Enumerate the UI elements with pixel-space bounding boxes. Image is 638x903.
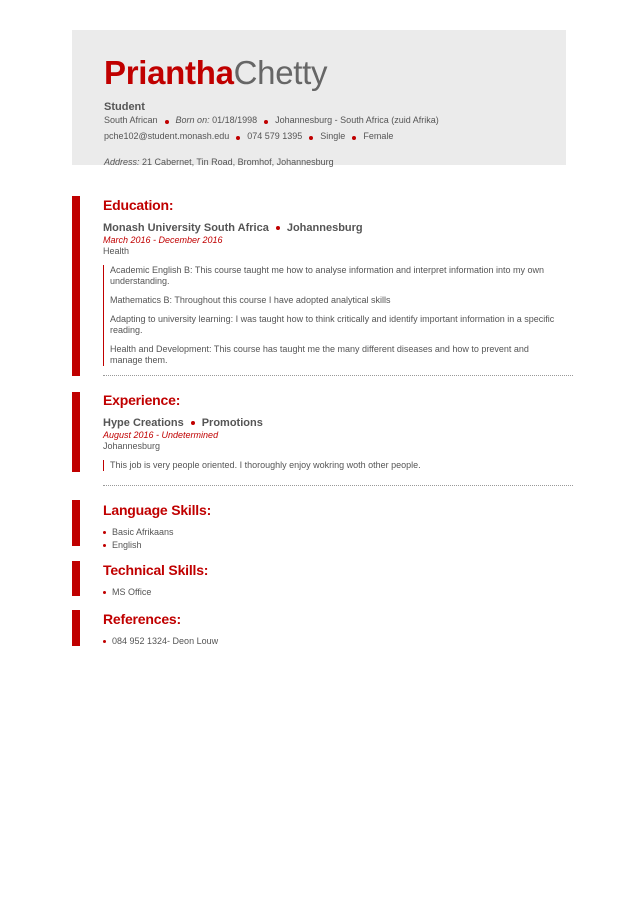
experience-place: Johannesburg [103, 441, 161, 451]
education-institution [103, 222, 573, 235]
language-heading: Language Skills: [103, 502, 212, 518]
email-address[interactable]: pche102@student.monash.edu [104, 131, 230, 141]
job-position: Promotions [201, 417, 263, 429]
bullet-icon [236, 136, 240, 140]
experience-description [103, 460, 573, 471]
technical-section [103, 562, 573, 599]
nationality: South African [104, 115, 158, 125]
address-line [104, 156, 534, 168]
personal-info-line [104, 114, 534, 126]
education-dates: March 2016 - December 2016 [103, 235, 223, 245]
list-item: English [103, 539, 573, 552]
course-item: Mathematics B: Throughout this course I have adopted analytical skills [110, 295, 391, 305]
contact-info-line [104, 130, 534, 142]
experience-dates: August 2016 - Undetermined [103, 430, 219, 440]
bullet-icon [309, 136, 313, 140]
marital-status: Single [320, 131, 346, 141]
technical-heading: Technical Skills: [103, 562, 209, 578]
last-name: Chetty [233, 54, 328, 91]
education-courses [103, 265, 573, 366]
list-item: MS Office [103, 586, 573, 599]
technical-accent-bar [72, 561, 80, 596]
first-name: Priantha [104, 54, 234, 91]
address-value: 21 Cabernet, Tin Road, Bromhof, Johannesburg [142, 157, 334, 167]
references-section [103, 611, 573, 648]
born-label: Born on: [175, 115, 210, 125]
language-accent-bar [72, 500, 80, 546]
references-accent-bar [72, 610, 80, 646]
experience-company [103, 417, 573, 430]
bullet-icon [276, 226, 280, 230]
list-item: Basic Afrikaans [103, 526, 573, 539]
experience-heading: Experience: [103, 392, 181, 408]
job-description: This job is very people oriented. I thoroughly enjoy wokring woth other people. [110, 460, 421, 470]
references-list [103, 635, 573, 648]
education-heading: Education: [103, 197, 174, 213]
course-item: Adapting to university learning: I was taught how to think critically and identify important information in a specific reading. [110, 314, 555, 335]
course-item: Academic English B: This course taught me how to analyse information and interpret information into my own understanding. [110, 265, 545, 286]
bullet-icon [191, 421, 195, 425]
language-section [103, 502, 573, 552]
language-list [103, 526, 573, 552]
address-label: Address: [104, 157, 140, 167]
resume-header [72, 30, 566, 165]
institution-city: Johannesburg [286, 222, 363, 234]
education-accent-bar [72, 196, 80, 376]
education-section [103, 197, 573, 366]
company-name: Hype Creations [103, 417, 184, 429]
bullet-icon [264, 120, 268, 124]
gender: Female [363, 131, 394, 141]
technical-list [103, 586, 573, 599]
location: Johannesburg - South Africa (zuid Afrika) [275, 115, 439, 125]
references-heading: References: [103, 611, 181, 627]
phone-number: 074 579 1395 [247, 131, 303, 141]
experience-accent-bar [72, 392, 80, 472]
institution-name: Monash University South Africa [103, 222, 269, 234]
birth-date: 01/18/1998 [212, 115, 258, 125]
list-item: 084 952 1324- Deon Louw [103, 635, 573, 648]
role-title: Student [104, 101, 145, 113]
section-divider [103, 485, 573, 486]
bullet-icon [165, 120, 169, 124]
experience-section [103, 392, 573, 471]
bullet-icon [352, 136, 356, 140]
course-item: Health and Development: This course has taught me the many different diseases and how to prevent and manage them. [110, 344, 529, 365]
full-name [104, 54, 534, 92]
section-divider [103, 375, 573, 376]
education-field: Health [103, 246, 130, 256]
